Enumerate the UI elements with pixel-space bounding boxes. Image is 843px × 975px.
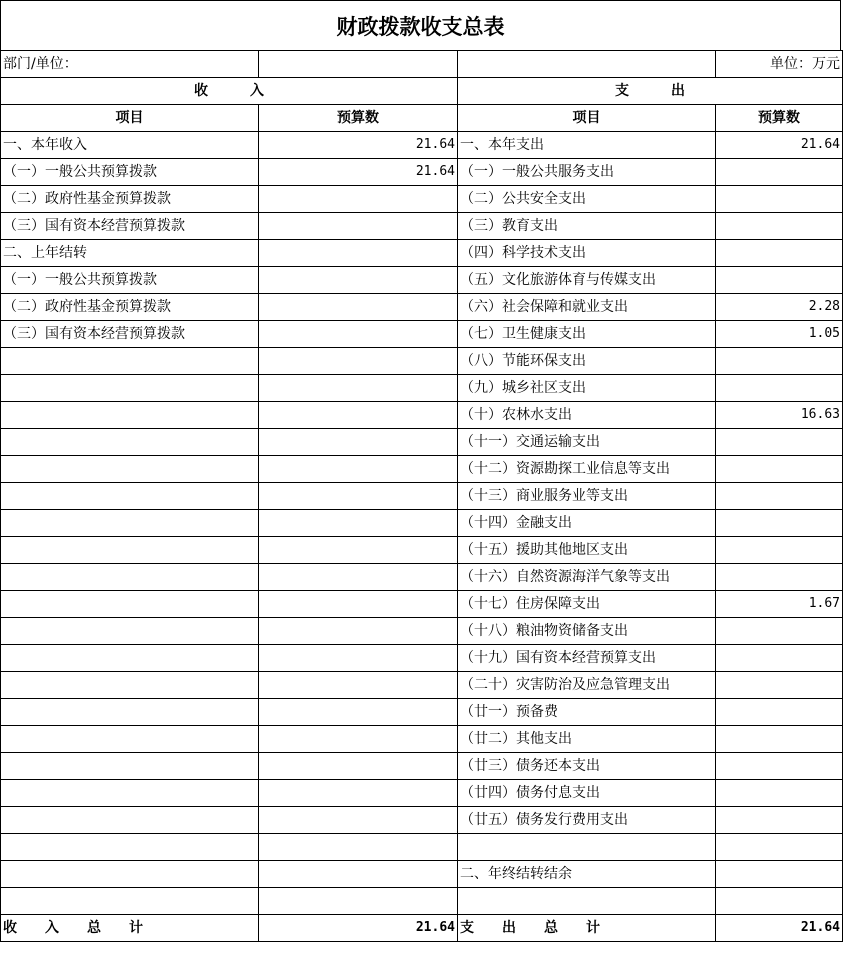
- meta-blank-cell: [458, 51, 716, 78]
- income-budget-header: 预算数: [259, 105, 458, 132]
- expense-value-cell: [716, 159, 843, 186]
- income-item-cell: [1, 591, 259, 618]
- expense-value-cell: [716, 834, 843, 861]
- income-value-cell: [259, 861, 458, 888]
- expense-item-cell: （十六）自然资源海洋气象等支出: [458, 564, 716, 591]
- expense-item-cell: （廿五）债务发行费用支出: [458, 807, 716, 834]
- expense-item-cell: （三）教育支出: [458, 213, 716, 240]
- expense-item-cell: （八）节能环保支出: [458, 348, 716, 375]
- income-value-cell: [259, 348, 458, 375]
- table-row: [1, 456, 843, 483]
- table-row: [1, 861, 843, 888]
- income-value-cell: [259, 537, 458, 564]
- income-value-cell: [259, 564, 458, 591]
- expense-item-cell: （十）农林水支出: [458, 402, 716, 429]
- table-row: [1, 267, 843, 294]
- expense-item-cell: （十一）交通运输支出: [458, 429, 716, 456]
- income-value-cell: [259, 186, 458, 213]
- expense-value-cell: [716, 672, 843, 699]
- table-row: [1, 780, 843, 807]
- income-value-cell: [259, 429, 458, 456]
- income-item-cell: [1, 375, 259, 402]
- table-row: [1, 834, 843, 861]
- expense-item-cell: （十五）援助其他地区支出: [458, 537, 716, 564]
- income-item-cell: 一、本年收入: [1, 132, 259, 159]
- income-item-cell: [1, 726, 259, 753]
- meta-row: [1, 51, 843, 78]
- expense-value-cell: [716, 375, 843, 402]
- expense-value-cell: 21.64: [716, 132, 843, 159]
- expense-item-cell: （四）科学技术支出: [458, 240, 716, 267]
- income-value-cell: [259, 807, 458, 834]
- table-row: [1, 699, 843, 726]
- expense-item-header: 项目: [458, 105, 716, 132]
- table-row: [1, 348, 843, 375]
- expense-item-cell: （九）城乡社区支出: [458, 375, 716, 402]
- income-item-cell: （二）政府性基金预算拨款: [1, 294, 259, 321]
- table-row: [1, 888, 843, 915]
- expense-value-cell: [716, 267, 843, 294]
- income-item-cell: [1, 456, 259, 483]
- income-value-cell: 21.64: [259, 132, 458, 159]
- expense-value-cell: [716, 888, 843, 915]
- income-value-cell: [259, 672, 458, 699]
- income-item-cell: [1, 564, 259, 591]
- table-row: [1, 672, 843, 699]
- income-section-header: 收 入: [1, 78, 458, 105]
- expense-value-cell: [716, 726, 843, 753]
- expense-value-cell: [716, 456, 843, 483]
- expense-total-label: 支 出 总 计: [458, 915, 716, 942]
- expense-item-cell: （五）文化旅游体育与传媒支出: [458, 267, 716, 294]
- income-item-cell: [1, 780, 259, 807]
- income-value-cell: 21.64: [259, 159, 458, 186]
- expense-value-cell: [716, 510, 843, 537]
- expense-item-cell: （十九）国有资本经营预算支出: [458, 645, 716, 672]
- income-value-cell: [259, 618, 458, 645]
- section-header-row: [1, 78, 843, 105]
- income-item-cell: [1, 888, 259, 915]
- income-value-cell: [259, 267, 458, 294]
- expense-value-cell: [716, 483, 843, 510]
- table-row: [1, 159, 843, 186]
- expense-value-cell: [716, 618, 843, 645]
- income-value-cell: [259, 645, 458, 672]
- income-item-cell: [1, 645, 259, 672]
- expense-section-header: 支 出: [458, 78, 843, 105]
- income-value-cell: [259, 456, 458, 483]
- expense-item-cell: （廿三）债务还本支出: [458, 753, 716, 780]
- expense-item-cell: 二、年终结转结余: [458, 861, 716, 888]
- table-row: [1, 591, 843, 618]
- expense-value-cell: 16.63: [716, 402, 843, 429]
- table-row: [1, 294, 843, 321]
- income-total-label: 收 入 总 计: [1, 915, 259, 942]
- income-value-cell: [259, 699, 458, 726]
- income-item-cell: （一）一般公共预算拨款: [1, 267, 259, 294]
- table-row: [1, 645, 843, 672]
- income-item-cell: [1, 807, 259, 834]
- table-row: [1, 807, 843, 834]
- income-value-cell: [259, 321, 458, 348]
- expense-value-cell: [716, 213, 843, 240]
- expense-item-cell: （七）卫生健康支出: [458, 321, 716, 348]
- income-item-cell: [1, 510, 259, 537]
- expense-item-cell: （十四）金融支出: [458, 510, 716, 537]
- income-item-cell: [1, 672, 259, 699]
- income-item-cell: [1, 429, 259, 456]
- income-value-cell: [259, 294, 458, 321]
- table-row: [1, 240, 843, 267]
- expense-value-cell: [716, 240, 843, 267]
- expense-item-cell: （六）社会保障和就业支出: [458, 294, 716, 321]
- income-value-cell: [259, 402, 458, 429]
- expense-item-cell: [458, 834, 716, 861]
- expense-value-cell: [716, 780, 843, 807]
- income-item-cell: （一）一般公共预算拨款: [1, 159, 259, 186]
- expense-value-cell: [716, 861, 843, 888]
- expense-value-cell: 1.05: [716, 321, 843, 348]
- expense-item-cell: （二十）灾害防治及应急管理支出: [458, 672, 716, 699]
- expense-value-cell: 1.67: [716, 591, 843, 618]
- income-value-cell: [259, 780, 458, 807]
- expense-value-cell: [716, 537, 843, 564]
- income-item-cell: [1, 348, 259, 375]
- expense-item-cell: （廿二）其他支出: [458, 726, 716, 753]
- unit-label: 单位：万元: [716, 51, 843, 78]
- expense-total-value: 21.64: [716, 915, 843, 942]
- expense-item-cell: [458, 888, 716, 915]
- income-item-cell: （二）政府性基金预算拨款: [1, 186, 259, 213]
- table-row: [1, 537, 843, 564]
- expense-value-cell: [716, 645, 843, 672]
- expense-value-cell: [716, 429, 843, 456]
- income-value-cell: [259, 375, 458, 402]
- income-item-cell: [1, 537, 259, 564]
- table-row: [1, 753, 843, 780]
- table-row: [1, 213, 843, 240]
- expense-item-cell: （廿四）债务付息支出: [458, 780, 716, 807]
- expense-item-cell: （十七）住房保障支出: [458, 591, 716, 618]
- income-item-cell: [1, 861, 259, 888]
- table-row: [1, 483, 843, 510]
- expense-item-cell: 一、本年支出: [458, 132, 716, 159]
- income-value-cell: [259, 753, 458, 780]
- table-row: [1, 510, 843, 537]
- income-item-cell: [1, 753, 259, 780]
- table-row: [1, 186, 843, 213]
- income-item-cell: （三）国有资本经营预算拨款: [1, 321, 259, 348]
- expense-value-cell: 2.28: [716, 294, 843, 321]
- expense-value-cell: [716, 186, 843, 213]
- table-row: [1, 321, 843, 348]
- income-item-cell: [1, 402, 259, 429]
- income-item-cell: （三）国有资本经营预算拨款: [1, 213, 259, 240]
- income-total-value: 21.64: [259, 915, 458, 942]
- expense-item-cell: （一）一般公共服务支出: [458, 159, 716, 186]
- expense-value-cell: [716, 807, 843, 834]
- income-value-cell: [259, 888, 458, 915]
- expense-value-cell: [716, 564, 843, 591]
- income-value-cell: [259, 510, 458, 537]
- expense-item-cell: （十二）资源勘探工业信息等支出: [458, 456, 716, 483]
- table-row: [1, 429, 843, 456]
- table-row: [1, 564, 843, 591]
- income-value-cell: [259, 213, 458, 240]
- expense-budget-header: 预算数: [716, 105, 843, 132]
- income-value-cell: [259, 240, 458, 267]
- table-row: [1, 726, 843, 753]
- income-value-cell: [259, 483, 458, 510]
- expense-item-cell: （十三）商业服务业等支出: [458, 483, 716, 510]
- dept-label: 部门/单位：: [1, 51, 259, 78]
- income-value-cell: [259, 834, 458, 861]
- dept-value-cell: [259, 51, 458, 78]
- income-item-cell: [1, 834, 259, 861]
- expense-item-cell: （廿一）预备费: [458, 699, 716, 726]
- budget-table: [0, 50, 843, 942]
- income-item-cell: 二、上年结转: [1, 240, 259, 267]
- table-row: [1, 132, 843, 159]
- income-item-header: 项目: [1, 105, 259, 132]
- income-item-cell: [1, 618, 259, 645]
- expense-item-cell: （十八）粮油物资储备支出: [458, 618, 716, 645]
- column-header-row: [1, 105, 843, 132]
- expense-value-cell: [716, 753, 843, 780]
- income-value-cell: [259, 726, 458, 753]
- expense-item-cell: （二）公共安全支出: [458, 186, 716, 213]
- table-row: [1, 375, 843, 402]
- expense-value-cell: [716, 699, 843, 726]
- income-item-cell: [1, 699, 259, 726]
- table-row: [1, 402, 843, 429]
- totals-row: [1, 915, 843, 942]
- expense-value-cell: [716, 348, 843, 375]
- table-row: [1, 618, 843, 645]
- income-value-cell: [259, 591, 458, 618]
- income-item-cell: [1, 483, 259, 510]
- page-title: 财政拨款收支总表: [0, 0, 841, 50]
